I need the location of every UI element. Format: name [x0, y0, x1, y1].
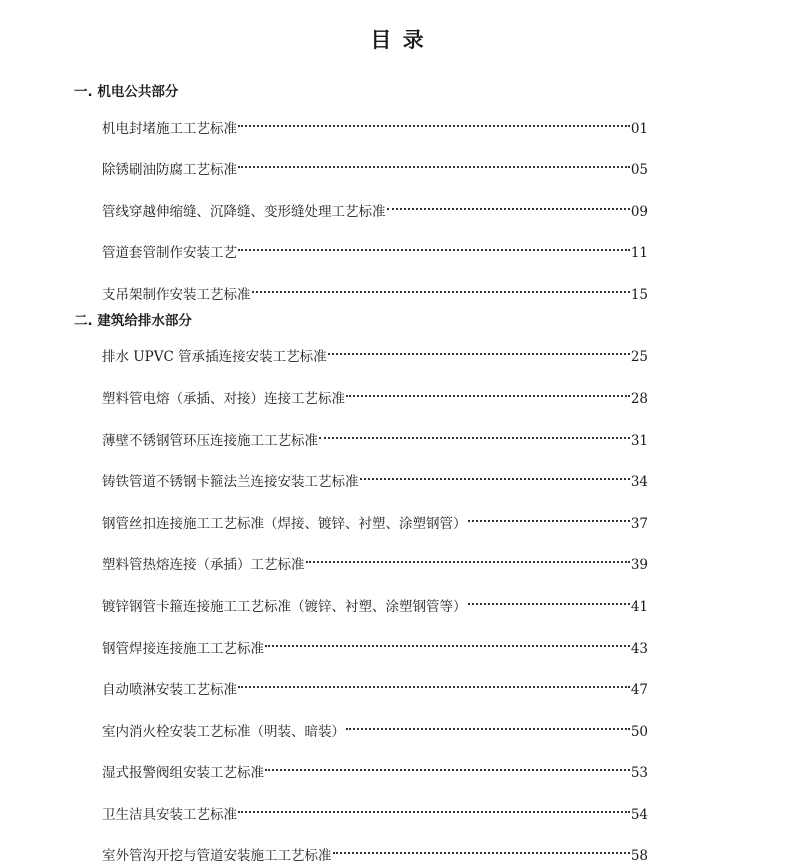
dot-leader — [238, 674, 630, 694]
dot-leader — [346, 716, 630, 736]
toc-entry[interactable] — [102, 341, 648, 365]
toc-entry-page-number: 58 — [630, 848, 648, 864]
toc-entry[interactable] — [102, 716, 648, 740]
page-title: 目 录 — [370, 28, 426, 52]
toc-entry-page-number: 47 — [630, 682, 648, 698]
dot-leader — [306, 549, 630, 569]
dot-leader — [328, 341, 630, 361]
dot-leader — [238, 237, 630, 257]
toc-entry-page-number: 01 — [630, 121, 648, 137]
dot-leader — [387, 196, 630, 216]
toc-entry-page-number: 50 — [630, 724, 648, 740]
toc-entry-page-number: 31 — [630, 433, 648, 449]
toc-entry-page-number: 09 — [630, 204, 648, 220]
dot-leader — [319, 425, 630, 445]
toc-entry-label: 室内消火栓安装工艺标准（明装、暗装） — [102, 724, 345, 740]
toc-entry[interactable] — [102, 196, 648, 220]
toc-entry[interactable] — [102, 840, 648, 864]
toc-entry-label: 钢管丝扣连接施工工艺标准（焊接、镀锌、衬塑、涂塑钢管） — [102, 516, 467, 532]
dot-leader — [468, 508, 630, 528]
toc-entry-label: 管线穿越伸缩缝、沉降缝、变形缝处理工艺标准 — [102, 204, 386, 220]
toc-entry-label: 室外管沟开挖与管道安装施工工艺标准 — [102, 848, 332, 864]
dot-leader — [265, 757, 630, 777]
toc-entry-label: 塑料管热熔连接（承插）工艺标准 — [102, 557, 305, 573]
toc-entry[interactable] — [102, 591, 648, 615]
toc-entry-label: 钢管焊接连接施工工艺标准 — [102, 641, 264, 657]
toc-entry[interactable] — [102, 674, 648, 698]
toc-entry-label: 湿式报警阀组安装工艺标准 — [102, 765, 264, 781]
toc-entry-page-number: 39 — [630, 557, 648, 573]
toc-entry[interactable] — [102, 757, 648, 781]
dot-leader — [265, 633, 630, 653]
toc-entry-label: 机电封堵施工工艺标准 — [102, 121, 237, 137]
dot-leader — [238, 154, 630, 174]
toc-entry[interactable] — [102, 237, 648, 261]
toc-entry[interactable] — [102, 466, 648, 490]
toc-entry-page-number: 25 — [630, 349, 648, 365]
toc-entry-label: 支吊架制作安装工艺标准 — [102, 287, 251, 303]
toc-entry-label: 塑料管电熔（承插、对接）连接工艺标准 — [102, 391, 345, 407]
section-heading-plumbing: 二. 建筑给排水部分 — [74, 313, 192, 329]
toc-entry-label: 卫生洁具安装工艺标准 — [102, 807, 237, 823]
dot-leader — [346, 383, 630, 403]
toc-entry[interactable] — [102, 383, 648, 407]
toc-entry-label: 镀锌钢管卡箍连接施工工艺标准（镀锌、衬塑、涂塑钢管等） — [102, 599, 467, 615]
toc-entry[interactable] — [102, 425, 648, 449]
toc-entry-page-number: 05 — [630, 162, 648, 178]
toc-entry-page-number: 37 — [630, 516, 648, 532]
toc-entry-label: 除锈刷油防腐工艺标准 — [102, 162, 237, 178]
dot-leader — [252, 279, 630, 299]
toc-entry[interactable] — [102, 508, 648, 532]
toc-entry-label: 管道套管制作安装工艺 — [102, 245, 237, 261]
toc-entry-page-number: 28 — [630, 391, 648, 407]
toc-entry-page-number: 54 — [630, 807, 648, 823]
toc-entry-page-number: 11 — [630, 245, 648, 261]
toc-entry-page-number: 43 — [630, 641, 648, 657]
toc-entry-label: 薄壁不锈钢管环压连接施工工艺标准 — [102, 433, 318, 449]
toc-entry-label: 自动喷淋安装工艺标准 — [102, 682, 237, 698]
toc-entry[interactable] — [102, 279, 648, 303]
dot-leader — [333, 840, 630, 860]
section-heading-mep-common: 一. 机电公共部分 — [74, 84, 179, 100]
dot-leader — [238, 799, 630, 819]
toc-entry-page-number: 41 — [630, 599, 648, 615]
toc-entry[interactable] — [102, 154, 648, 178]
toc-entry-label: 排水 UPVC 管承插连接安装工艺标准 — [102, 349, 327, 365]
toc-entry[interactable] — [102, 113, 648, 137]
dot-leader — [468, 591, 630, 611]
dot-leader — [238, 113, 630, 133]
toc-entry-label: 铸铁管道不锈钢卡箍法兰连接安装工艺标准 — [102, 474, 359, 490]
dot-leader — [360, 466, 630, 486]
toc-entry[interactable] — [102, 549, 648, 573]
toc-entry[interactable] — [102, 799, 648, 823]
toc-entry-page-number: 53 — [630, 765, 648, 781]
toc-entry-page-number: 15 — [630, 287, 648, 303]
toc-entry[interactable] — [102, 633, 648, 657]
toc-entry-page-number: 34 — [630, 474, 648, 490]
